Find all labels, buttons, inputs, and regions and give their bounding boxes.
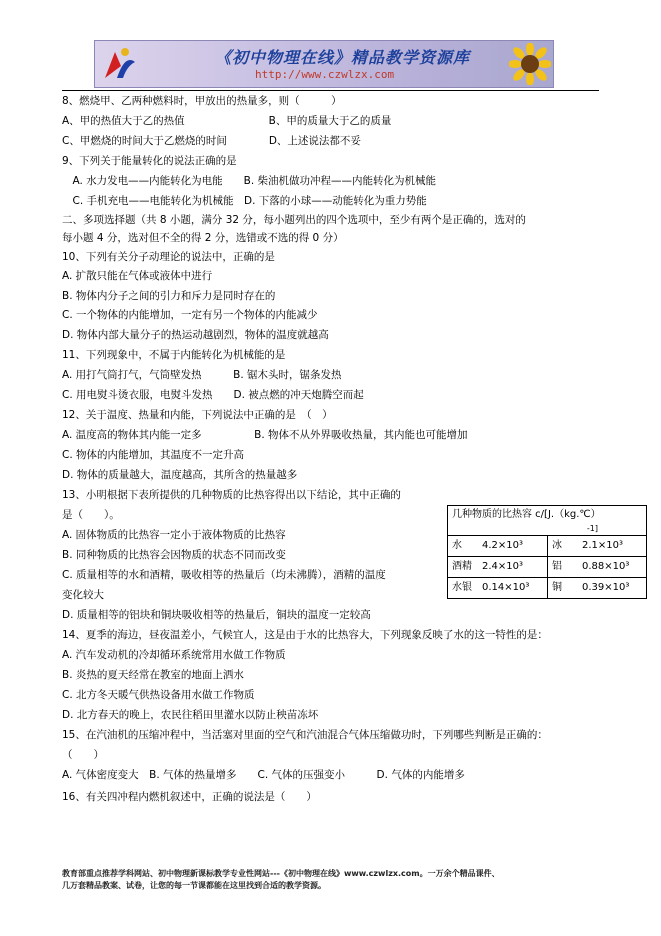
sunflower-icon [509,43,551,85]
table-cell: 0.88×10³ [582,561,630,572]
text-line: 14、夏季的海边，昼夜温差小，气候宜人，这是由于水的比热容大，下列现象反映了水的这一特性的是： [62,629,548,641]
table-cell: 2.1×10³ [582,540,624,551]
text-line: 12、关于温度、热量和内能，下列说法中正确的是 （ ） [62,409,333,421]
table-row [448,536,646,557]
text-line: C. 用电熨斗烫衣服，电熨斗发热 D. 被点燃的冲天炮腾空而起 [62,389,364,401]
text-line: D. 质量相等的铝块和铜块吸收相等的热量后，铜块的温度一定较高 [62,609,371,621]
text-line: B. 炎热的夏天经常在教室的地面上洒水 [62,669,244,681]
text-line: 10、下列有关分子动理论的说法中，正确的是 [62,251,275,263]
text-line: （ ） [62,749,104,761]
header-divider [62,90,599,91]
table-cell: 铝 [552,561,562,572]
text-line: A. 温度高的物体其内能一定多 B. 物体不从外界吸收热量，其内能也可能增加 [62,429,468,441]
text-line: A. 扩散只能在气体或液体中进行 [62,270,213,282]
table-cell: 2.4×10³ [478,557,548,577]
text-line: D. 物体的质量越大，温度越高，其所含的热量越多 [62,469,298,481]
table-cell: 冰 [552,540,562,551]
text-line: C. 北方冬天暖气供热设备用水做工作物质 [62,689,255,701]
text-line: A. 汽车发动机的冷却循环系统常用水做工作物质 [62,649,286,661]
page-footer [62,868,500,892]
text-line: D. 物体内部大量分子的热运动越剧烈，物体的温度就越高 [62,329,329,341]
table-cell: 4.2×10³ [478,536,548,556]
text-line: 15、在汽油机的压缩冲程中，当活塞对里面的空气和汽油混合气体压缩做功时，下列哪些判断是正确的： [62,729,548,741]
table-title: 几种物质的比热容 c/[J.（kg.℃） [452,509,601,520]
text-line: A、甲的热值大于乙的热值 B、甲的质量大于乙的质量 [62,115,392,127]
text-line: 16、有关四冲程内燃机叙述中，正确的说法是（ ） [62,791,317,803]
text-line: C、甲燃烧的时间大于乙燃烧的时间 D、上述说法都不妥 [62,135,361,147]
text-line: 二、多项选择题（共 8 小题，满分 32 分，每小题列出的四个选项中，至少有两个是正确的，选对的 [62,214,526,226]
footer-line: 几万套精品教案、试卷，让您的每一节课都能在这里找到合适的教学资源。 [62,881,326,890]
table-row [448,578,646,598]
text-line: A. 用打气筒打气，气筒壁发热 B. 锯木头时，锯条发热 [62,369,342,381]
text-line: A. 气体密度变大 B. 气体的热量增多 C. 气体的压强变小 D. 气体的内能增多 [62,769,465,781]
table-header [448,506,646,536]
footer-line: 教育部重点推荐学科网站、初中物理新课标教学专业性网站---《初中物理在线》www.czwlzx.com。一万余个精品课件、 [62,869,500,878]
header-banner [94,40,554,88]
text-line: C. 物体的内能增加，其温度不一定升高 [62,449,245,461]
text-line: C. 质量相等的水和酒精，吸收相等的热量后（均未沸腾），酒精的温度 [62,569,386,581]
text-line: 8、燃烧甲、乙两种燃料时，甲放出的热量多，则（ ） [62,95,342,107]
text-line: B. 同种物质的比热容会因物质的状态不同而改变 [62,549,286,561]
banner-url[interactable]: http://www.czwlzx.com [255,68,395,81]
table-row [448,557,646,578]
table-cell: 酒精 [452,561,472,572]
specific-heat-table [447,505,647,599]
banner-title: 《初中物理在线》精品教学资源库 [215,48,471,67]
text-line: B. 物体内分子之间的引力和斥力是同时存在的 [62,290,276,302]
table-title-unit: -1] [586,524,598,533]
text-line: 变化较大 [62,589,104,601]
text-line: C. 一个物体的内能增加，一定有另一个物体的内能减少 [62,309,318,321]
text-line: 每小题 4 分，选对但不全的得 2 分，选错或不选的得 0 分） [62,232,344,244]
table-cell: 0.14×10³ [478,578,548,598]
text-line: D. 北方春天的晚上，农民往稻田里灌水以防止秧苗冻坏 [62,709,319,721]
table-cell: 0.39×10³ [582,582,630,593]
text-line: A. 水力发电——内能转化为电能 B. 柴油机做功冲程——内能转化为机械能 [62,175,437,187]
text-line: 是（ ）。 [62,509,120,521]
table-cell: 铜 [552,582,562,593]
table-cell: 水银 [452,582,472,593]
text-line: 13、小明根据下表所提供的几种物质的比热容得出以下结论，其中正确的 [62,489,401,501]
site-logo-icon [101,44,139,84]
text-line: C. 手机充电——电能转化为机械能 D. 下落的小球——动能转化为重力势能 [62,195,427,207]
text-line: 9、下列关于能量转化的说法正确的是 [62,155,237,167]
text-line: 11、下列现象中，不属于内能转化为机械能的是 [62,349,286,361]
text-line: A. 固体物质的比热容一定小于液体物质的比热容 [62,529,286,541]
table-cell: 水 [452,540,462,551]
